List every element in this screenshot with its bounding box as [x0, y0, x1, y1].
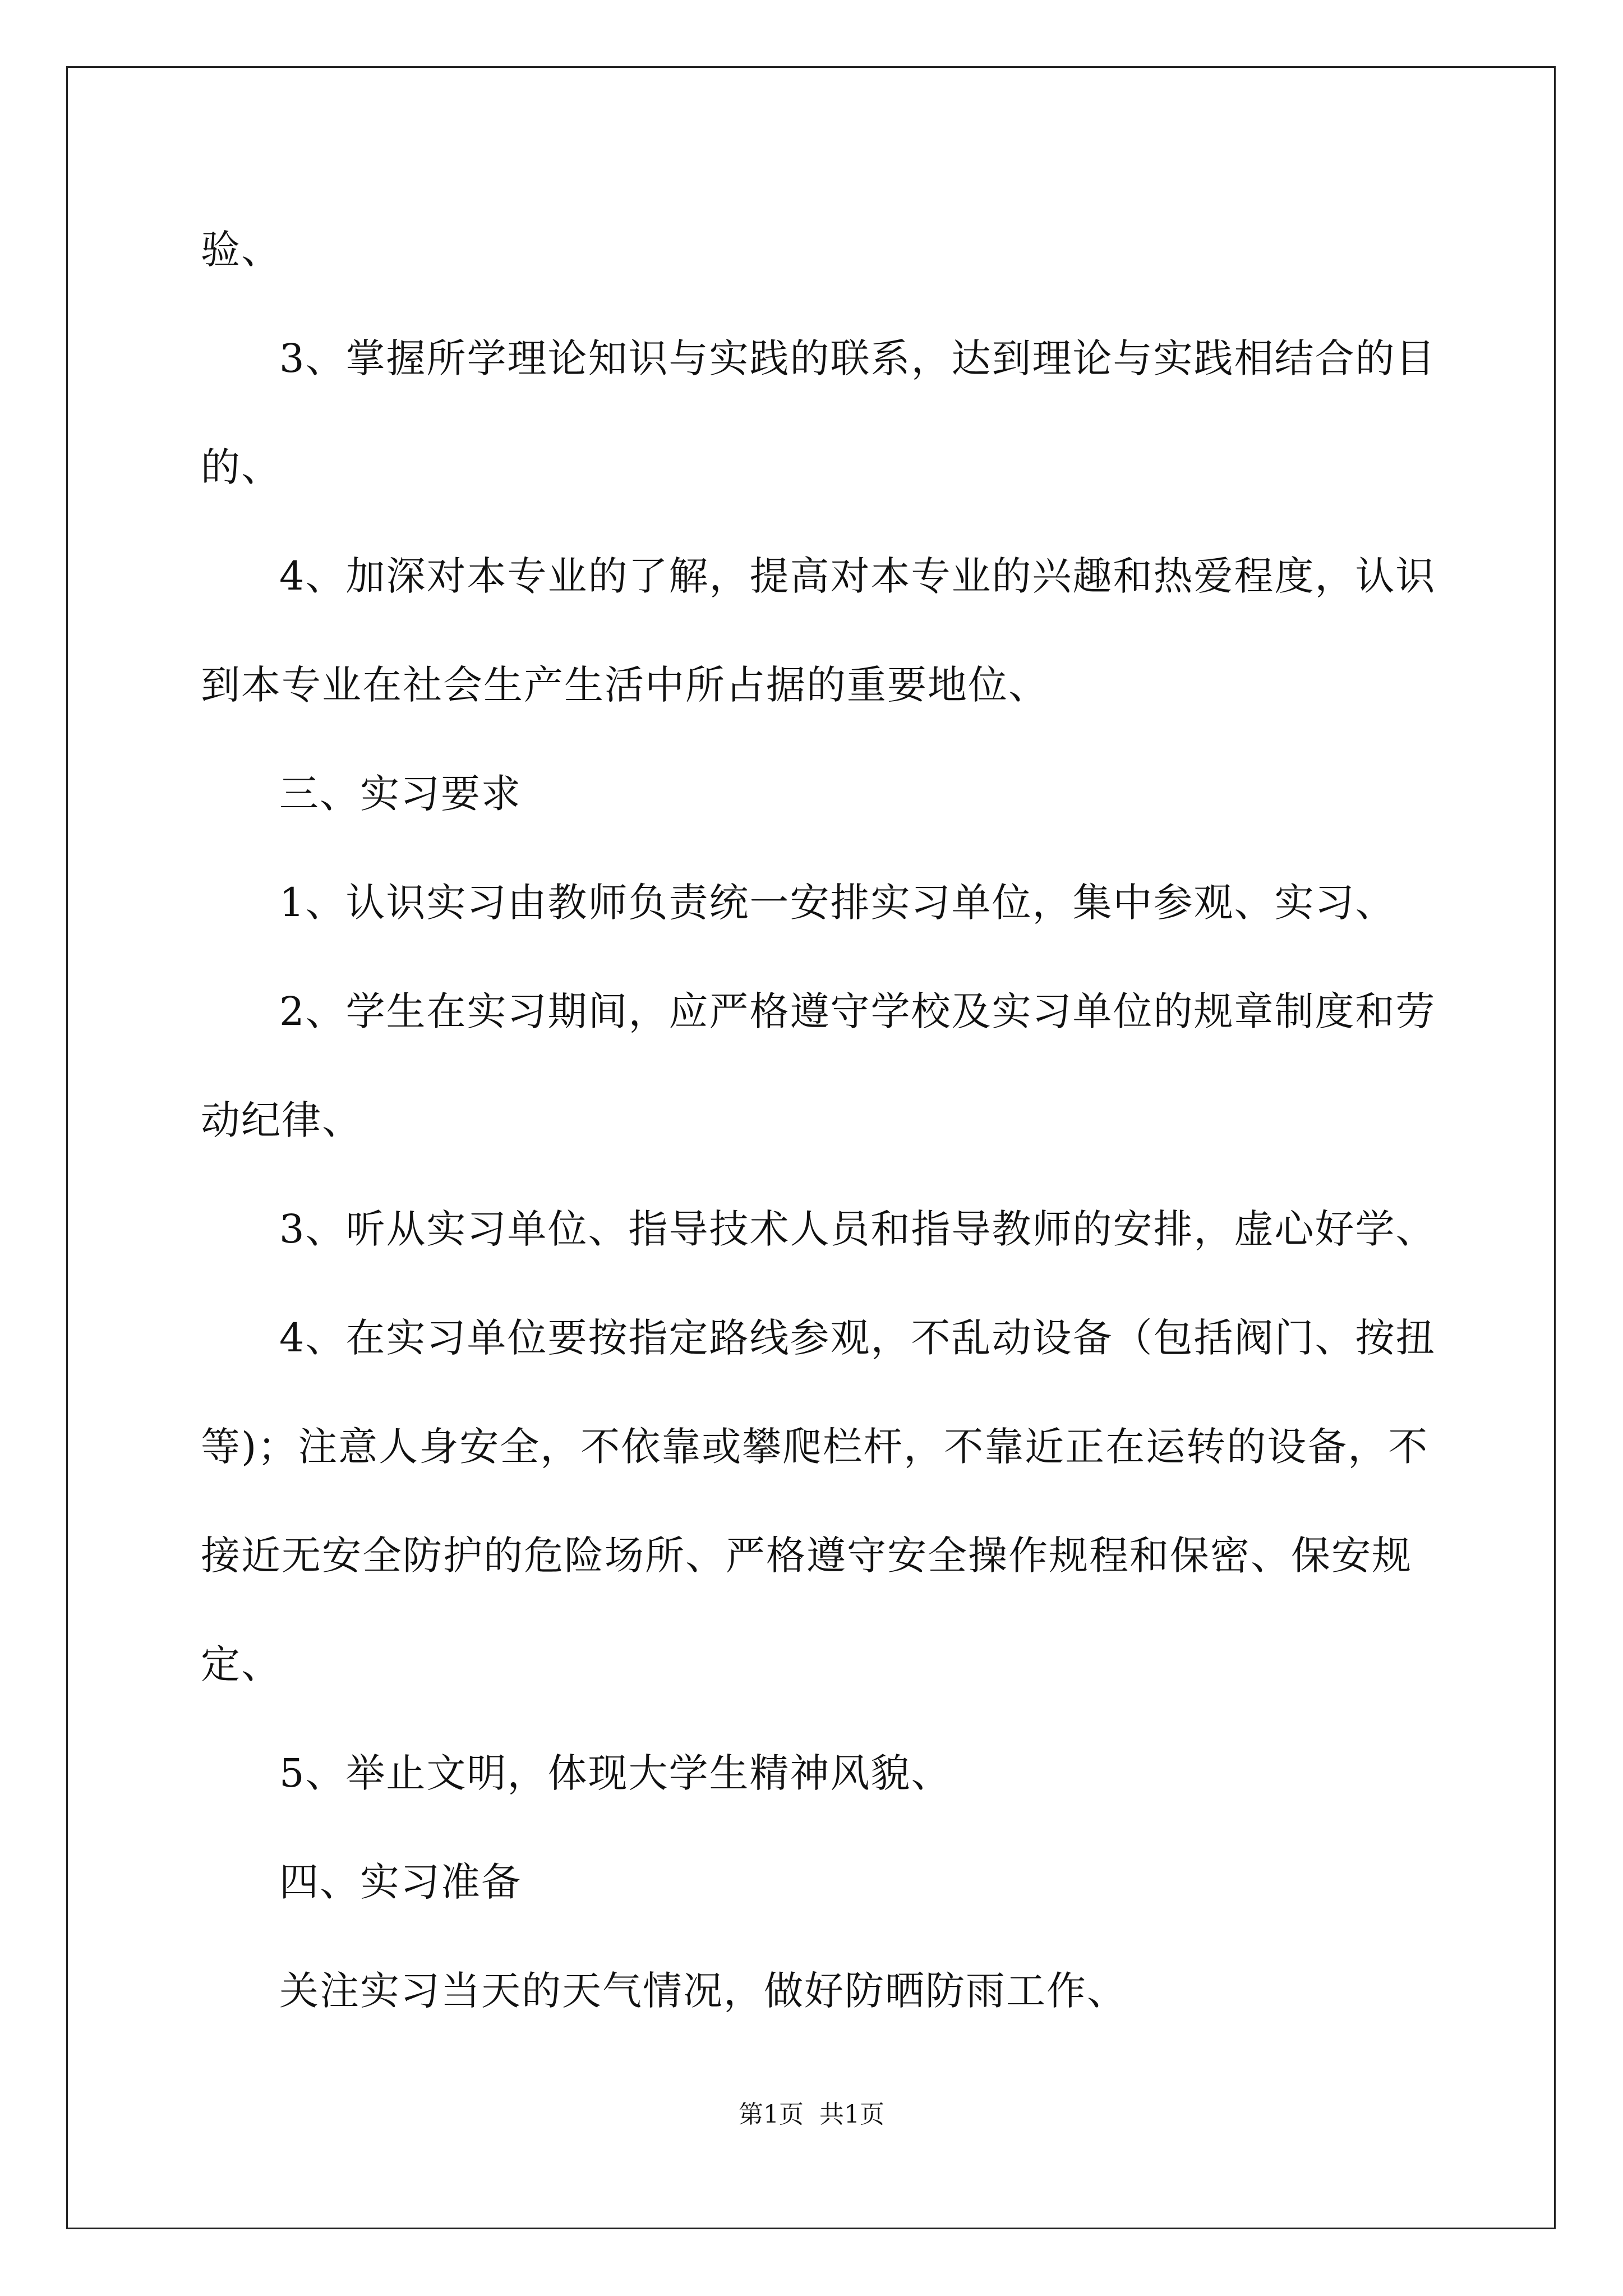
text-line: 2、学生在实习期间，应严格遵守学校及实习单位的规章制度和劳 [279, 988, 1436, 1034]
text-line: 到本专业在社会生产生活中所占据的重要地位、 [201, 662, 1049, 708]
page-total: 共1页 [819, 2100, 884, 2129]
text-line: 接近无安全防护的危险场所、严格遵守安全操作规程和保密、保安规 [201, 1533, 1412, 1579]
page-number: 第1页 [739, 2100, 804, 2129]
text-line: 定、 [201, 1641, 282, 1687]
text-line: 4、在实习单位要按指定路线参观，不乱动设备（包括阀门、按扭 [279, 1315, 1436, 1361]
text-line: 4、加深对本专业的了解，提高对本专业的兴趣和热爱程度，认识 [279, 553, 1436, 599]
text-line: 动纪律、 [201, 1097, 362, 1143]
text-line: 5、举止文明，体现大学生精神风貌、 [279, 1750, 952, 1796]
page-footer [0, 2098, 1623, 2132]
text-line: 等)；注意人身安全，不依靠或攀爬栏杆，不靠近正在运转的设备，不 [201, 1424, 1429, 1470]
text-line: 3、掌握所学理论知识与实践的联系，达到理论与实践相结合的目 [279, 335, 1436, 381]
text-line: 1、认识实习由教师负责统一安排实习单位，集中参观、实习、 [279, 880, 1396, 926]
text-line: 验、 [201, 227, 282, 273]
text-line: 关注实习当天的天气情况，做好防晒防雨工作、 [279, 1968, 1127, 2014]
text-line: 的、 [201, 444, 282, 490]
section-heading: 三、实习要求 [279, 771, 522, 817]
text-line: 3、听从实习单位、指导技术人员和指导教师的安排，虚心好学、 [279, 1206, 1436, 1252]
section-heading: 四、实习准备 [279, 1859, 522, 1905]
